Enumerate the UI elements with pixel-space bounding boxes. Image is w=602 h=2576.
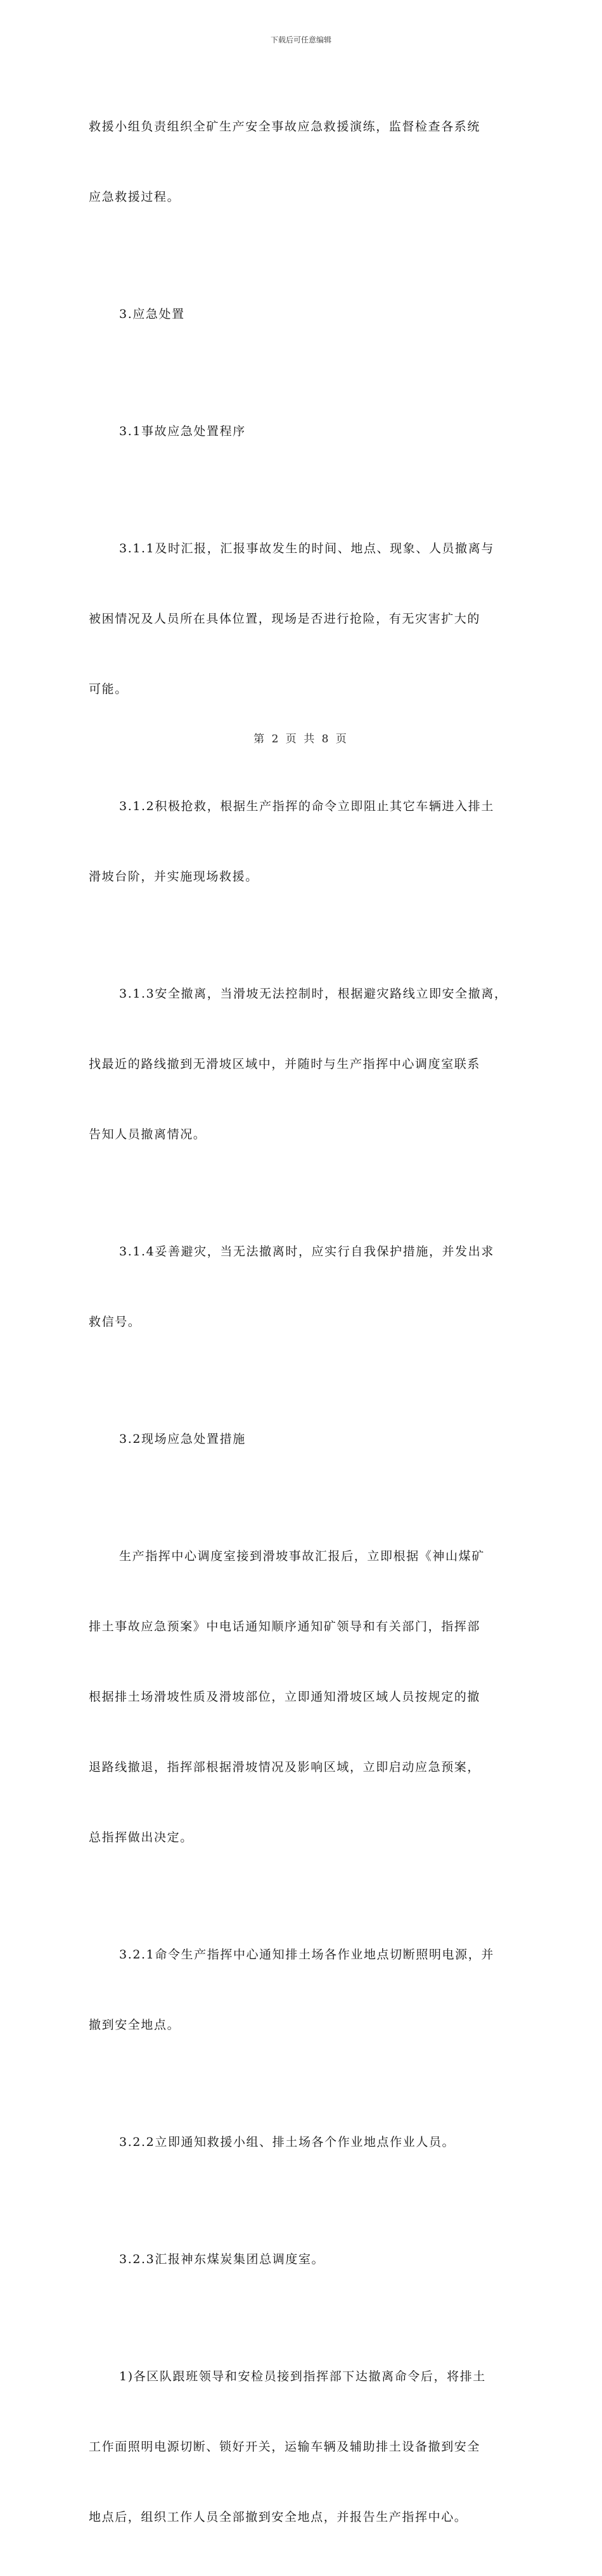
paragraph (89, 68, 526, 256)
text-line: 3.2.3汇报神东煤炭集团总调度室。 (119, 2252, 325, 2266)
text-line: 工作面照明电源切断、锁好开关，运输车辆及辅助排土设备撤到安全 (89, 2440, 481, 2454)
text-line: 1)各区队跟班领导和安检员接到指挥部下达撤离命令后，将排土 (119, 2370, 486, 2383)
paragraph (89, 1498, 526, 1896)
paragraph (89, 2318, 526, 2576)
section-heading (89, 373, 526, 490)
paragraph (89, 936, 526, 1193)
document-body (89, 68, 526, 2576)
text-line: 地点后，组织工作人员全部撤到安全地点，并报告生产指挥中心。 (89, 2510, 468, 2524)
text-line: 告知人员撤离情况。 (89, 1127, 207, 1141)
text-line: 救信号。 (89, 1315, 141, 1329)
paragraph (89, 1193, 526, 1381)
text-line: 3.1.4妥善避灾，当无法撤离时，应实行自我保护措施，并发出求 (119, 1245, 494, 1259)
paragraph (89, 748, 526, 936)
text-line: 可能。 (89, 682, 128, 696)
section-heading (89, 1381, 526, 1498)
text-line: 3.1.3安全撤离，当滑坡无法控制时，根据避灾路线立即安全撤离， (119, 987, 508, 1001)
page-footer: 第 2 页 共 8 页 (253, 733, 349, 746)
text-line: 总指挥做出决定。 (89, 1830, 193, 1844)
text-line: 救援小组负责组织全矿生产安全事故应急救援演练，监督检查各系统 (89, 120, 481, 134)
paragraph (89, 2201, 526, 2318)
text-line: 退路线撤退，指挥部根据滑坡情况及影响区域，立即启动应急预案， (89, 1760, 481, 1774)
text-line: 应急救援过程。 (89, 190, 181, 204)
text-line: 生产指挥中心调度室接到滑坡事故汇报后，立即根据《神山煤矿 (119, 1549, 485, 1563)
text-line: 被困情况及人员所在具体位置，现场是否进行抢险，有无灾害扩大的 (89, 612, 481, 626)
text-line: 撤到安全地点。 (89, 2018, 181, 2032)
text-line: 找最近的路线撤到无滑坡区域中，并随时与生产指挥中心调度室联系 (89, 1057, 481, 1071)
text-line: 滑坡台阶，并实施现场救援。 (89, 870, 259, 884)
text-line: 3.2现场应急处置措施 (119, 1432, 246, 1446)
text-line: 3.2.2立即通知救援小组、排土场各个作业地点作业人员。 (119, 2135, 456, 2149)
paragraph (89, 490, 526, 748)
text-line: 3.应急处置 (119, 307, 185, 321)
text-line: 3.1.1及时汇报，汇报事故发生的时间、地点、现象、人员撤离与 (119, 542, 494, 555)
text-line: 3.1事故应急处置程序 (119, 424, 246, 438)
text-line: 排土事故应急预案》中电话通知顺序通知矿领导和有关部门，指挥部 (89, 1620, 481, 1634)
page-header: 下载后可任意编辑 (270, 35, 331, 44)
paragraph (89, 1896, 526, 2084)
paragraph (89, 2084, 526, 2201)
text-line: 根据排土场滑坡性质及滑坡部位，立即通知滑坡区域人员按规定的撤 (89, 1690, 481, 1704)
text-line: 3.1.2积极抢救，根据生产指挥的命令立即阻止其它车辆进入排土 (119, 799, 494, 813)
text-line: 3.2.1命令生产指挥中心通知排土场各作业地点切断照明电源，并 (119, 1948, 494, 1962)
section-heading (89, 256, 526, 373)
